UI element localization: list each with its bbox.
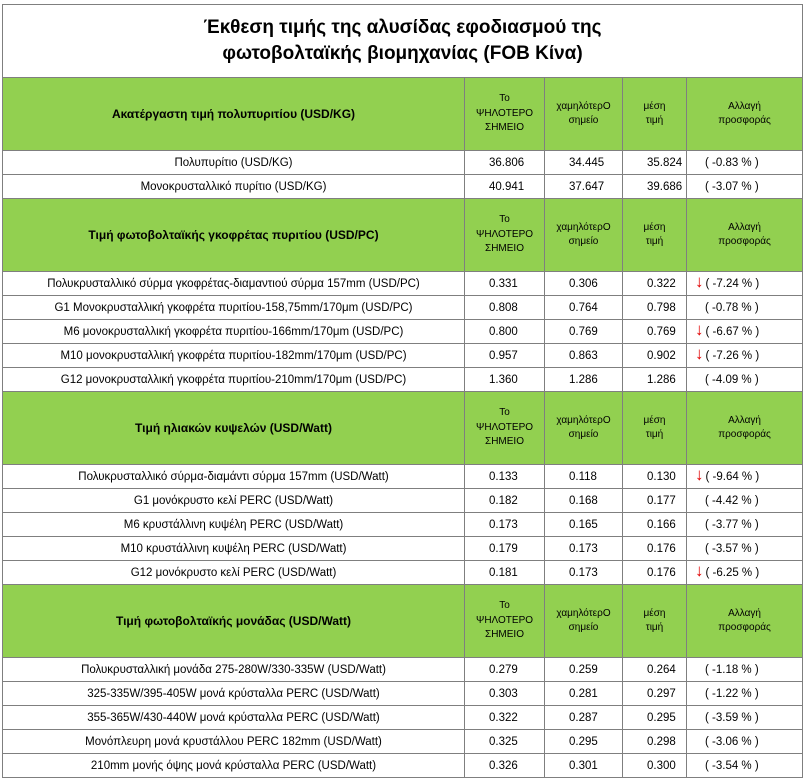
section-title: [3, 78, 465, 151]
average-price-cell: [623, 320, 687, 344]
product-name: Πολυκρυσταλλική μονάδα 275-280W/330-335W (USD/Watt): [81, 663, 386, 676]
high-price-cell: [465, 658, 545, 682]
high-price-cell: [465, 706, 545, 730]
report-title-line-2: φωτοβολταϊκής βιομηχανίας (FOB Κίνα): [222, 43, 583, 64]
price-change: ( -3.57 % ): [705, 542, 759, 555]
high-price: 0.326: [489, 759, 518, 772]
average-price: 0.902: [647, 349, 676, 362]
avg-header-line-2: τιμή: [645, 429, 664, 440]
high-price-cell: [465, 344, 545, 368]
down-arrow-icon: ↓: [695, 561, 704, 580]
change-column-header: [687, 392, 803, 465]
price-change-cell: [687, 561, 803, 585]
table-row: [3, 344, 803, 368]
low-price: 0.118: [569, 470, 597, 483]
down-arrow-icon: ↓: [695, 272, 704, 291]
high-price: 0.303: [489, 687, 518, 700]
low-price: 0.173: [569, 566, 598, 579]
average-price-cell: [623, 658, 687, 682]
low-header-line-1: χαμηλότερΟ: [556, 414, 611, 426]
low-header-line-2: σημείο: [568, 622, 599, 633]
change-column-header: [687, 199, 803, 272]
section-header-row: [3, 78, 803, 151]
high-header-line-2: ΨΗΛΟΤΕΡΟ: [475, 421, 534, 433]
high-header-line-1: Το: [499, 600, 510, 612]
price-change: ( -9.64 % ): [705, 471, 760, 483]
down-arrow-icon: ↓: [695, 465, 704, 484]
high-price: 0.808: [489, 301, 518, 314]
price-change-cell: [687, 754, 803, 778]
avg-header-line-2: τιμή: [645, 622, 664, 633]
table-row: [3, 489, 803, 513]
price-change-cell: [687, 489, 803, 513]
price-change-cell: [687, 368, 803, 392]
table-row: [3, 730, 803, 754]
product-name: M10 μονοκρυσταλλική γκοφρέτα πυριτίου-182mm/170μm (USD/PC): [60, 349, 407, 362]
product-name-cell: [3, 537, 465, 561]
high-price: 0.325: [489, 735, 518, 748]
high-price-cell: [465, 320, 545, 344]
high-column-header: [465, 199, 545, 272]
high-price-cell: [465, 296, 545, 320]
low-column-header: [545, 199, 623, 272]
high-header-line-3: ΣΗΜΕΙΟ: [485, 122, 524, 134]
change-header-line-2: προσφοράς: [718, 236, 771, 247]
low-price-cell: [545, 537, 623, 561]
low-price-cell: [545, 489, 623, 513]
low-price-cell: [545, 730, 623, 754]
product-name-cell: [3, 175, 465, 199]
avg-header-line-1: μέση: [643, 100, 666, 112]
high-price: 0.331: [489, 277, 518, 290]
low-price: 0.301: [569, 759, 598, 772]
low-price-cell: [545, 296, 623, 320]
avg-column-header: [623, 585, 687, 658]
high-price-cell: [465, 489, 545, 513]
average-price: 0.798: [647, 301, 676, 314]
average-price: 39.686: [647, 180, 683, 193]
price-change: ( -7.24 % ): [705, 278, 760, 290]
product-name: Πολυκρυσταλλικό σύρμα γκοφρέτας-διαμαντιού σύρμα 157mm (USD/PC): [47, 277, 420, 290]
average-price: 0.322: [647, 277, 676, 290]
high-header-line-2: ΨΗΛΟΤΕΡΟ: [475, 107, 534, 119]
price-change: ( -3.54 % ): [705, 759, 759, 772]
table-row: [3, 272, 803, 296]
low-price-cell: [545, 561, 623, 585]
average-price: 0.177: [647, 494, 676, 507]
price-change: ( -0.83 % ): [705, 156, 759, 169]
product-name-cell: [3, 272, 465, 296]
product-name: M6 μονοκρυσταλλική γκοφρέτα πυριτίου-166mm/170μm (USD/PC): [63, 325, 404, 338]
change-header-line-1: Αλλαγή: [728, 414, 761, 426]
high-price-cell: [465, 513, 545, 537]
product-name: G12 μονοκρυσταλλική γκοφρέτα πυριτίου-210mm/170μm (USD/PC): [60, 373, 407, 386]
table-row: [3, 296, 803, 320]
report-title-line-1: Έκθεση τιμής της αλυσίδας εφοδιασμού της: [203, 17, 602, 39]
product-name: Πολυπυρίτιο (USD/KG): [174, 156, 293, 169]
low-column-header: [545, 392, 623, 465]
low-header-line-2: σημείο: [568, 236, 599, 247]
change-header-line-1: Αλλαγή: [728, 221, 761, 233]
price-change: ( -3.77 % ): [705, 518, 759, 531]
product-name-cell: [3, 368, 465, 392]
product-name: 355-365W/430-440W μονά κρύσταλλα PERC (USD/Watt): [87, 711, 380, 724]
low-header-line-2: σημείο: [568, 429, 599, 440]
change-column-header: [687, 585, 803, 658]
product-name-cell: [3, 344, 465, 368]
high-header-line-3: ΣΗΜΕΙΟ: [485, 243, 524, 255]
section-title: [3, 392, 465, 465]
product-name: M6 κρυστάλλινη κυψέλη PERC (USD/Watt): [123, 518, 344, 531]
change-header-line-2: προσφοράς: [718, 429, 771, 440]
avg-header-line-1: μέση: [643, 221, 666, 233]
high-column-header: [465, 585, 545, 658]
high-header-line-3: ΣΗΜΕΙΟ: [485, 436, 524, 448]
down-arrow-icon: ↓: [695, 344, 704, 363]
price-change: ( -7.26 % ): [705, 350, 760, 362]
product-name-cell: [3, 754, 465, 778]
low-price: 0.287: [569, 711, 598, 724]
high-price-cell: [465, 151, 545, 175]
product-name-cell: [3, 151, 465, 175]
product-name: Πολυκρυσταλλικό σύρμα-διαμάντι σύρμα 157mm (USD/Watt): [78, 470, 389, 483]
low-price-cell: [545, 465, 623, 489]
low-price: 0.259: [569, 663, 598, 676]
price-change-cell: [687, 272, 803, 296]
price-change: ( -3.59 % ): [705, 711, 759, 724]
price-change: ( -6.25 % ): [705, 567, 760, 579]
price-report-table: [2, 4, 803, 778]
high-price: 0.322: [489, 711, 518, 724]
low-price-cell: [545, 151, 623, 175]
low-price-cell: [545, 706, 623, 730]
high-price-cell: [465, 175, 545, 199]
high-header-line-1: Το: [499, 93, 510, 105]
section-title-text: Τιμή φωτοβολταϊκής γκοφρέτας πυριτίου (USD/PC): [88, 228, 379, 242]
price-change: ( -1.22 % ): [705, 687, 759, 700]
high-price: 0.800: [489, 325, 518, 338]
high-price: 0.182: [489, 494, 518, 507]
low-price-cell: [545, 658, 623, 682]
low-header-line-2: σημείο: [568, 115, 599, 126]
low-price: 34.445: [569, 156, 605, 169]
low-price-cell: [545, 682, 623, 706]
high-price: 0.133: [489, 470, 518, 483]
low-price-cell: [545, 368, 623, 392]
change-column-header: [687, 78, 803, 151]
price-change: ( -6.67 % ): [705, 326, 760, 338]
report-title-row: [3, 5, 803, 78]
price-change-cell: [687, 513, 803, 537]
price-change-cell: [687, 151, 803, 175]
high-price: 0.957: [489, 349, 518, 362]
average-price-cell: [623, 296, 687, 320]
price-change-cell: [687, 706, 803, 730]
price-change: ( -4.42 % ): [705, 494, 759, 507]
table-row: [3, 151, 803, 175]
high-price-cell: [465, 561, 545, 585]
price-change: ( -3.07 % ): [705, 180, 759, 193]
low-column-header: [545, 585, 623, 658]
average-price-cell: [623, 682, 687, 706]
average-price-cell: [623, 561, 687, 585]
low-price: 0.764: [569, 301, 598, 314]
price-change: ( -3.06 % ): [705, 735, 759, 748]
average-price-cell: [623, 344, 687, 368]
low-price: 1.286: [569, 373, 598, 386]
low-price: 0.165: [569, 518, 598, 531]
product-name-cell: [3, 730, 465, 754]
high-price: 0.181: [489, 566, 518, 579]
avg-header-line-2: τιμή: [645, 115, 664, 126]
average-price: 0.176: [647, 542, 676, 555]
product-name: 210mm μονής όψης μονά κρύσταλλα PERC (USD/Watt): [90, 759, 377, 772]
price-change-cell: [687, 730, 803, 754]
high-price: 0.179: [489, 542, 518, 555]
product-name-cell: [3, 489, 465, 513]
low-price: 0.863: [569, 349, 598, 362]
low-price: 0.168: [569, 494, 598, 507]
low-price-cell: [545, 344, 623, 368]
average-price: 0.176: [647, 566, 676, 579]
high-price: 0.279: [489, 663, 518, 676]
low-price-cell: [545, 272, 623, 296]
high-price-cell: [465, 272, 545, 296]
product-name-cell: [3, 296, 465, 320]
product-name: G1 Μονοκρυσταλλική γκοφρέτα πυριτίου-158,75mm/170μm (USD/PC): [54, 301, 413, 314]
price-change: ( -1.18 % ): [705, 663, 759, 676]
table-row: [3, 658, 803, 682]
high-column-header: [465, 78, 545, 151]
low-price: 0.769: [569, 325, 598, 338]
high-price: 1.360: [489, 373, 518, 386]
low-price-cell: [545, 175, 623, 199]
table-row: [3, 368, 803, 392]
table-row: [3, 320, 803, 344]
down-arrow-icon: ↓: [695, 320, 704, 339]
product-name-cell: [3, 320, 465, 344]
change-header-line-2: προσφοράς: [718, 622, 771, 633]
avg-column-header: [623, 78, 687, 151]
avg-column-header: [623, 199, 687, 272]
average-price: 1.286: [647, 373, 676, 386]
product-name: G1 μονόκρυστο κελί PERC (USD/Watt): [133, 494, 334, 507]
average-price: 0.130: [647, 470, 676, 483]
report-title: [3, 5, 803, 78]
high-header-line-2: ΨΗΛΟΤΕΡΟ: [475, 614, 534, 626]
table-row: [3, 561, 803, 585]
high-header-line-3: ΣΗΜΕΙΟ: [485, 629, 524, 641]
avg-header-line-1: μέση: [643, 414, 666, 426]
section-header-row: [3, 585, 803, 658]
product-name-cell: [3, 561, 465, 585]
high-price-cell: [465, 730, 545, 754]
product-name: 325-335W/395-405W μονά κρύσταλλα PERC (USD/Watt): [87, 687, 380, 700]
average-price: 35.824: [647, 156, 683, 169]
price-change-cell: [687, 344, 803, 368]
price-change: ( -0.78 % ): [705, 301, 759, 314]
high-price: 0.173: [489, 518, 518, 531]
average-price-cell: [623, 754, 687, 778]
table-row: [3, 682, 803, 706]
table-row: [3, 754, 803, 778]
low-price: 0.295: [569, 735, 598, 748]
low-header-line-1: χαμηλότερΟ: [556, 221, 611, 233]
high-price: 40.941: [489, 180, 525, 193]
product-name-cell: [3, 658, 465, 682]
change-header-line-2: προσφοράς: [718, 115, 771, 126]
price-change: ( -4.09 % ): [705, 373, 759, 386]
average-price-cell: [623, 368, 687, 392]
low-header-line-1: χαμηλότερΟ: [556, 100, 611, 112]
high-price-cell: [465, 682, 545, 706]
avg-header-line-2: τιμή: [645, 236, 664, 247]
section-header-row: [3, 199, 803, 272]
change-header-line-1: Αλλαγή: [728, 100, 761, 112]
average-price-cell: [623, 730, 687, 754]
high-header-line-1: Το: [499, 407, 510, 419]
table-row: [3, 465, 803, 489]
price-change-cell: [687, 465, 803, 489]
low-column-header: [545, 78, 623, 151]
avg-header-line-1: μέση: [643, 607, 666, 619]
change-header-line-1: Αλλαγή: [728, 607, 761, 619]
price-change-cell: [687, 296, 803, 320]
product-name-cell: [3, 706, 465, 730]
price-change-cell: [687, 320, 803, 344]
high-price-cell: [465, 537, 545, 561]
product-name: G12 μονόκρυστο κελί PERC (USD/Watt): [130, 566, 337, 579]
price-change-cell: [687, 658, 803, 682]
section-title-text: Ακατέργαστη τιμή πολυπυριτίου (USD/KG): [111, 107, 356, 121]
section-title-text: Τιμή ηλιακών κυψελών (USD/Watt): [135, 421, 332, 435]
high-price-cell: [465, 465, 545, 489]
average-price-cell: [623, 465, 687, 489]
section-header-row: [3, 392, 803, 465]
price-change-cell: [687, 537, 803, 561]
section-title-text: Τιμή φωτοβολταϊκής μονάδας (USD/Watt): [115, 614, 351, 628]
product-name-cell: [3, 682, 465, 706]
average-price: 0.298: [647, 735, 676, 748]
table-row: [3, 513, 803, 537]
section-title: [3, 199, 465, 272]
average-price-cell: [623, 175, 687, 199]
low-price-cell: [545, 754, 623, 778]
average-price: 0.264: [647, 663, 676, 676]
average-price-cell: [623, 489, 687, 513]
average-price: 0.295: [647, 711, 676, 724]
high-price-cell: [465, 754, 545, 778]
product-name-cell: [3, 513, 465, 537]
high-header-line-2: ΨΗΛΟΤΕΡΟ: [475, 228, 534, 240]
table-row: [3, 537, 803, 561]
low-price: 0.173: [569, 542, 598, 555]
average-price: 0.769: [647, 325, 676, 338]
average-price-cell: [623, 151, 687, 175]
average-price: 0.166: [647, 518, 676, 531]
average-price-cell: [623, 513, 687, 537]
price-change-cell: [687, 682, 803, 706]
product-name: Μονοκρυσταλλικό πυρίτιο (USD/KG): [140, 180, 327, 193]
high-price-cell: [465, 368, 545, 392]
average-price-cell: [623, 706, 687, 730]
product-name-cell: [3, 465, 465, 489]
average-price-cell: [623, 537, 687, 561]
table-row: [3, 175, 803, 199]
low-price: 0.281: [569, 687, 598, 700]
low-header-line-1: χαμηλότερΟ: [556, 607, 611, 619]
high-header-line-1: Το: [499, 214, 510, 226]
section-title: [3, 585, 465, 658]
price-change-cell: [687, 175, 803, 199]
low-price-cell: [545, 320, 623, 344]
average-price: 0.300: [647, 759, 676, 772]
high-column-header: [465, 392, 545, 465]
low-price: 37.647: [569, 180, 605, 193]
high-price: 36.806: [489, 156, 525, 169]
product-name: M10 κρυστάλλινη κυψέλη PERC (USD/Watt): [120, 542, 347, 555]
low-price-cell: [545, 513, 623, 537]
product-name: Μονόπλευρη μονά κρυστάλλου PERC 182mm (USD/Watt): [85, 735, 382, 748]
low-price: 0.306: [569, 277, 598, 290]
average-price: 0.297: [647, 687, 676, 700]
avg-column-header: [623, 392, 687, 465]
table-row: [3, 706, 803, 730]
average-price-cell: [623, 272, 687, 296]
